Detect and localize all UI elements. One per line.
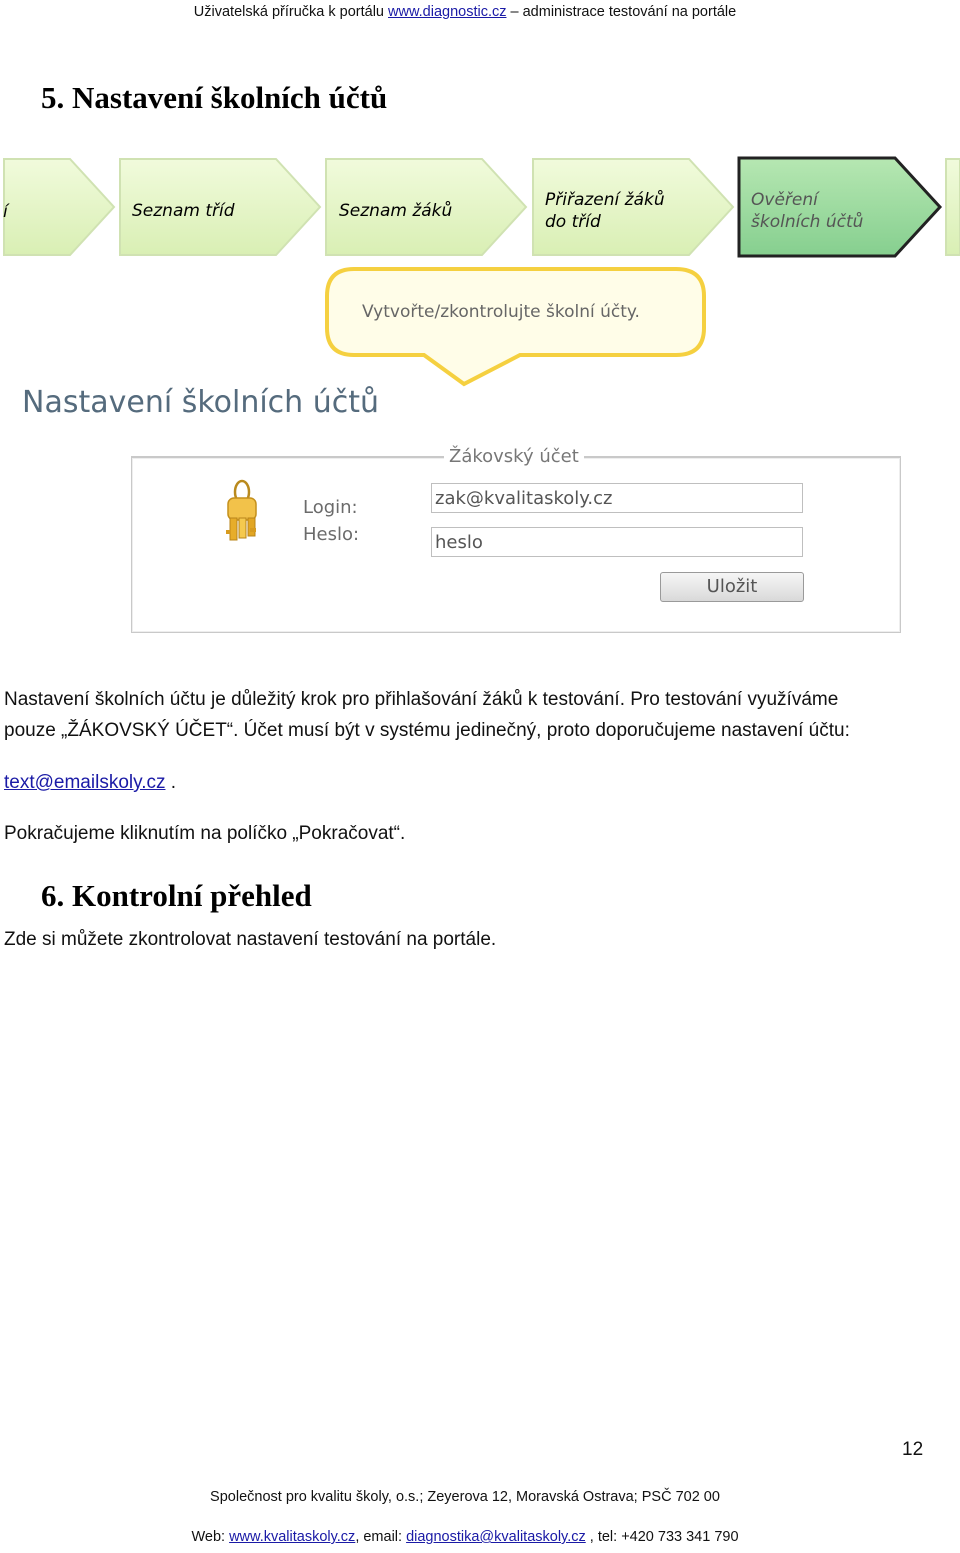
wizard-step-students[interactable]: [326, 159, 526, 255]
password-label: Heslo:: [303, 524, 360, 545]
hint-bubble-text: Vytvořte/zkontrolujte školní účty.: [362, 302, 640, 322]
footer-contacts: [0, 1529, 930, 1545]
wizard-step-verify-label-2: školních účtů: [751, 212, 864, 232]
password-input[interactable]: heslo: [431, 527, 803, 557]
page-number: 12: [902, 1439, 924, 1460]
wizard-step-next-partial[interactable]: [946, 159, 960, 255]
paragraph-line-1: Nastavení školních účtu je důležitý krok pro přihlašování žáků k testování. Pro testování využíváme: [4, 689, 839, 710]
footer-email-link[interactable]: diagnostika@kvalitaskoly.cz: [406, 1529, 586, 1545]
wizard-step-students-label: Seznam žáků: [339, 201, 453, 221]
wizard-step-verify-label-1: Ověření: [751, 190, 818, 210]
header-link[interactable]: www.diagnostic.cz: [388, 4, 507, 20]
footer-address: Společnost pro kvalitu školy, o.s.; Zeyerova 12, Moravská Ostrava; PSČ 702 00: [210, 1489, 720, 1505]
email-suggestion: [4, 767, 176, 799]
form-title: Nastavení školních účtů: [22, 385, 379, 420]
continue-instruction: Pokračujeme kliknutím na políčko „Pokračovat“.: [4, 823, 406, 844]
footer-web-label: Web:: [191, 1529, 230, 1545]
section6-title: 6. Kontrolní přehled: [41, 878, 312, 913]
header-suffix: – administrace testování na portále: [506, 4, 737, 20]
wizard-step-classes-label: Seznam tříd: [132, 201, 235, 221]
wizard-steps: [0, 155, 960, 263]
login-input[interactable]: zak@kvalitaskoly.cz: [431, 483, 803, 513]
save-button[interactable]: Uložit: [660, 572, 804, 602]
footer-web-link[interactable]: www.kvalitaskoly.cz: [229, 1529, 356, 1545]
wizard-step-assign-label-2: do tříd: [545, 212, 601, 232]
section5-title: 5. Nastavení školních účtů: [41, 80, 388, 115]
wizard-step-assign[interactable]: [533, 159, 733, 255]
paragraph-line-2: pouze „ŽÁKOVSKÝ ÚČET“. Účet musí být v systému jedinečný, proto doporučujeme nastavení účtu:: [4, 720, 850, 741]
header-prefix: Uživatelská příručka k portálu: [193, 4, 389, 20]
wizard-step-verify-active[interactable]: [739, 158, 940, 256]
footer-email-label: , email:: [355, 1529, 407, 1545]
hint-bubble: [324, 266, 708, 388]
wizard-step-partial[interactable]: [3, 159, 114, 255]
login-label: Login:: [303, 497, 358, 518]
wizard-step-partial-label: í: [3, 202, 8, 222]
wizard-step-assign-label-1: Přiřazení žáků: [545, 190, 665, 210]
keys-icon: [220, 478, 264, 544]
email-example-link[interactable]: text@emailskoly.cz: [4, 772, 166, 793]
email-suggestion-period: .: [165, 772, 177, 793]
footer-tel: , tel: +420 733 341 790: [585, 1529, 739, 1545]
page-header: [0, 4, 930, 20]
section6-text: Zde si můžete zkontrolovat nastavení testování na portále.: [4, 929, 497, 950]
fieldset-legend: Žákovský účet: [444, 446, 584, 467]
wizard-step-classes[interactable]: [120, 159, 320, 255]
